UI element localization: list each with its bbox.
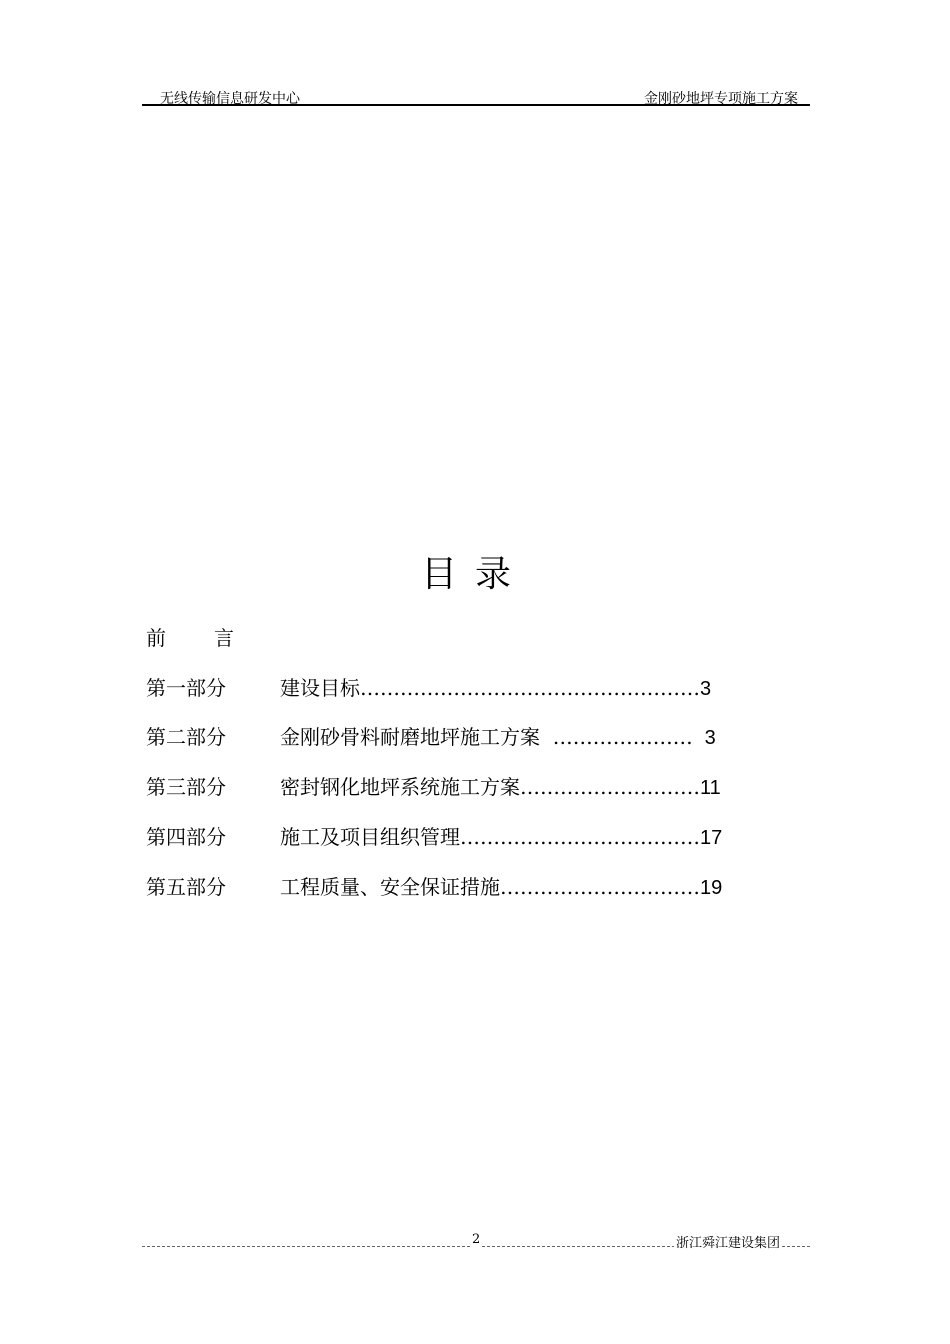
toc-entry-part: 第三部分	[146, 775, 226, 799]
toc-entry-page: 11	[700, 777, 721, 799]
toc-entry-dots: ……………………………………………	[360, 676, 700, 700]
toc-entry-title: 施工及项目组织管理	[280, 825, 460, 849]
toc-entry-1[interactable]	[146, 672, 711, 701]
toc-entry-part: 第五部分	[146, 875, 226, 899]
toc-entry-title: 金刚砂骨料耐磨地坪施工方案	[280, 725, 547, 749]
toc-entry-part: 第二部分	[146, 725, 226, 749]
toc-entry-2[interactable]	[146, 721, 716, 750]
header-right-text: 金刚砂地坪专项施工方案	[644, 91, 798, 107]
toc-entry-title: 工程质量、安全保证措施	[280, 875, 500, 899]
footer-page-number: 2	[472, 1232, 481, 1247]
toc-entry-page: 17	[700, 827, 723, 849]
toc-entry-dots: ………………………………	[460, 825, 700, 849]
toc-entry-page: 3	[700, 678, 712, 700]
footer-company: 浙江舜江建设集团	[674, 1232, 782, 1251]
foreword-label: 前言	[146, 626, 282, 650]
header-left-text: 无线传输信息研发中心	[160, 91, 300, 107]
toc-entry-4[interactable]	[146, 821, 722, 850]
toc-entry-5[interactable]	[146, 871, 722, 900]
toc-entry-page: 3	[699, 727, 716, 749]
toc-entry-page: 19	[700, 877, 723, 899]
toc-title: 目录	[420, 554, 529, 595]
toc-entry-part: 第四部分	[146, 825, 226, 849]
toc-foreword[interactable]	[146, 622, 282, 651]
toc-entry-dots: ………………………	[520, 775, 700, 799]
header-rule	[142, 104, 810, 106]
toc-entry-3[interactable]	[146, 771, 721, 800]
toc-entry-dots: …………………………	[500, 875, 700, 899]
toc-entry-title: 建设目标	[280, 676, 360, 700]
toc-entry-title: 密封钢化地坪系统施工方案	[280, 775, 520, 799]
toc-entry-part: 第一部分	[146, 676, 226, 700]
toc-entry-dots: …………………	[546, 725, 700, 749]
